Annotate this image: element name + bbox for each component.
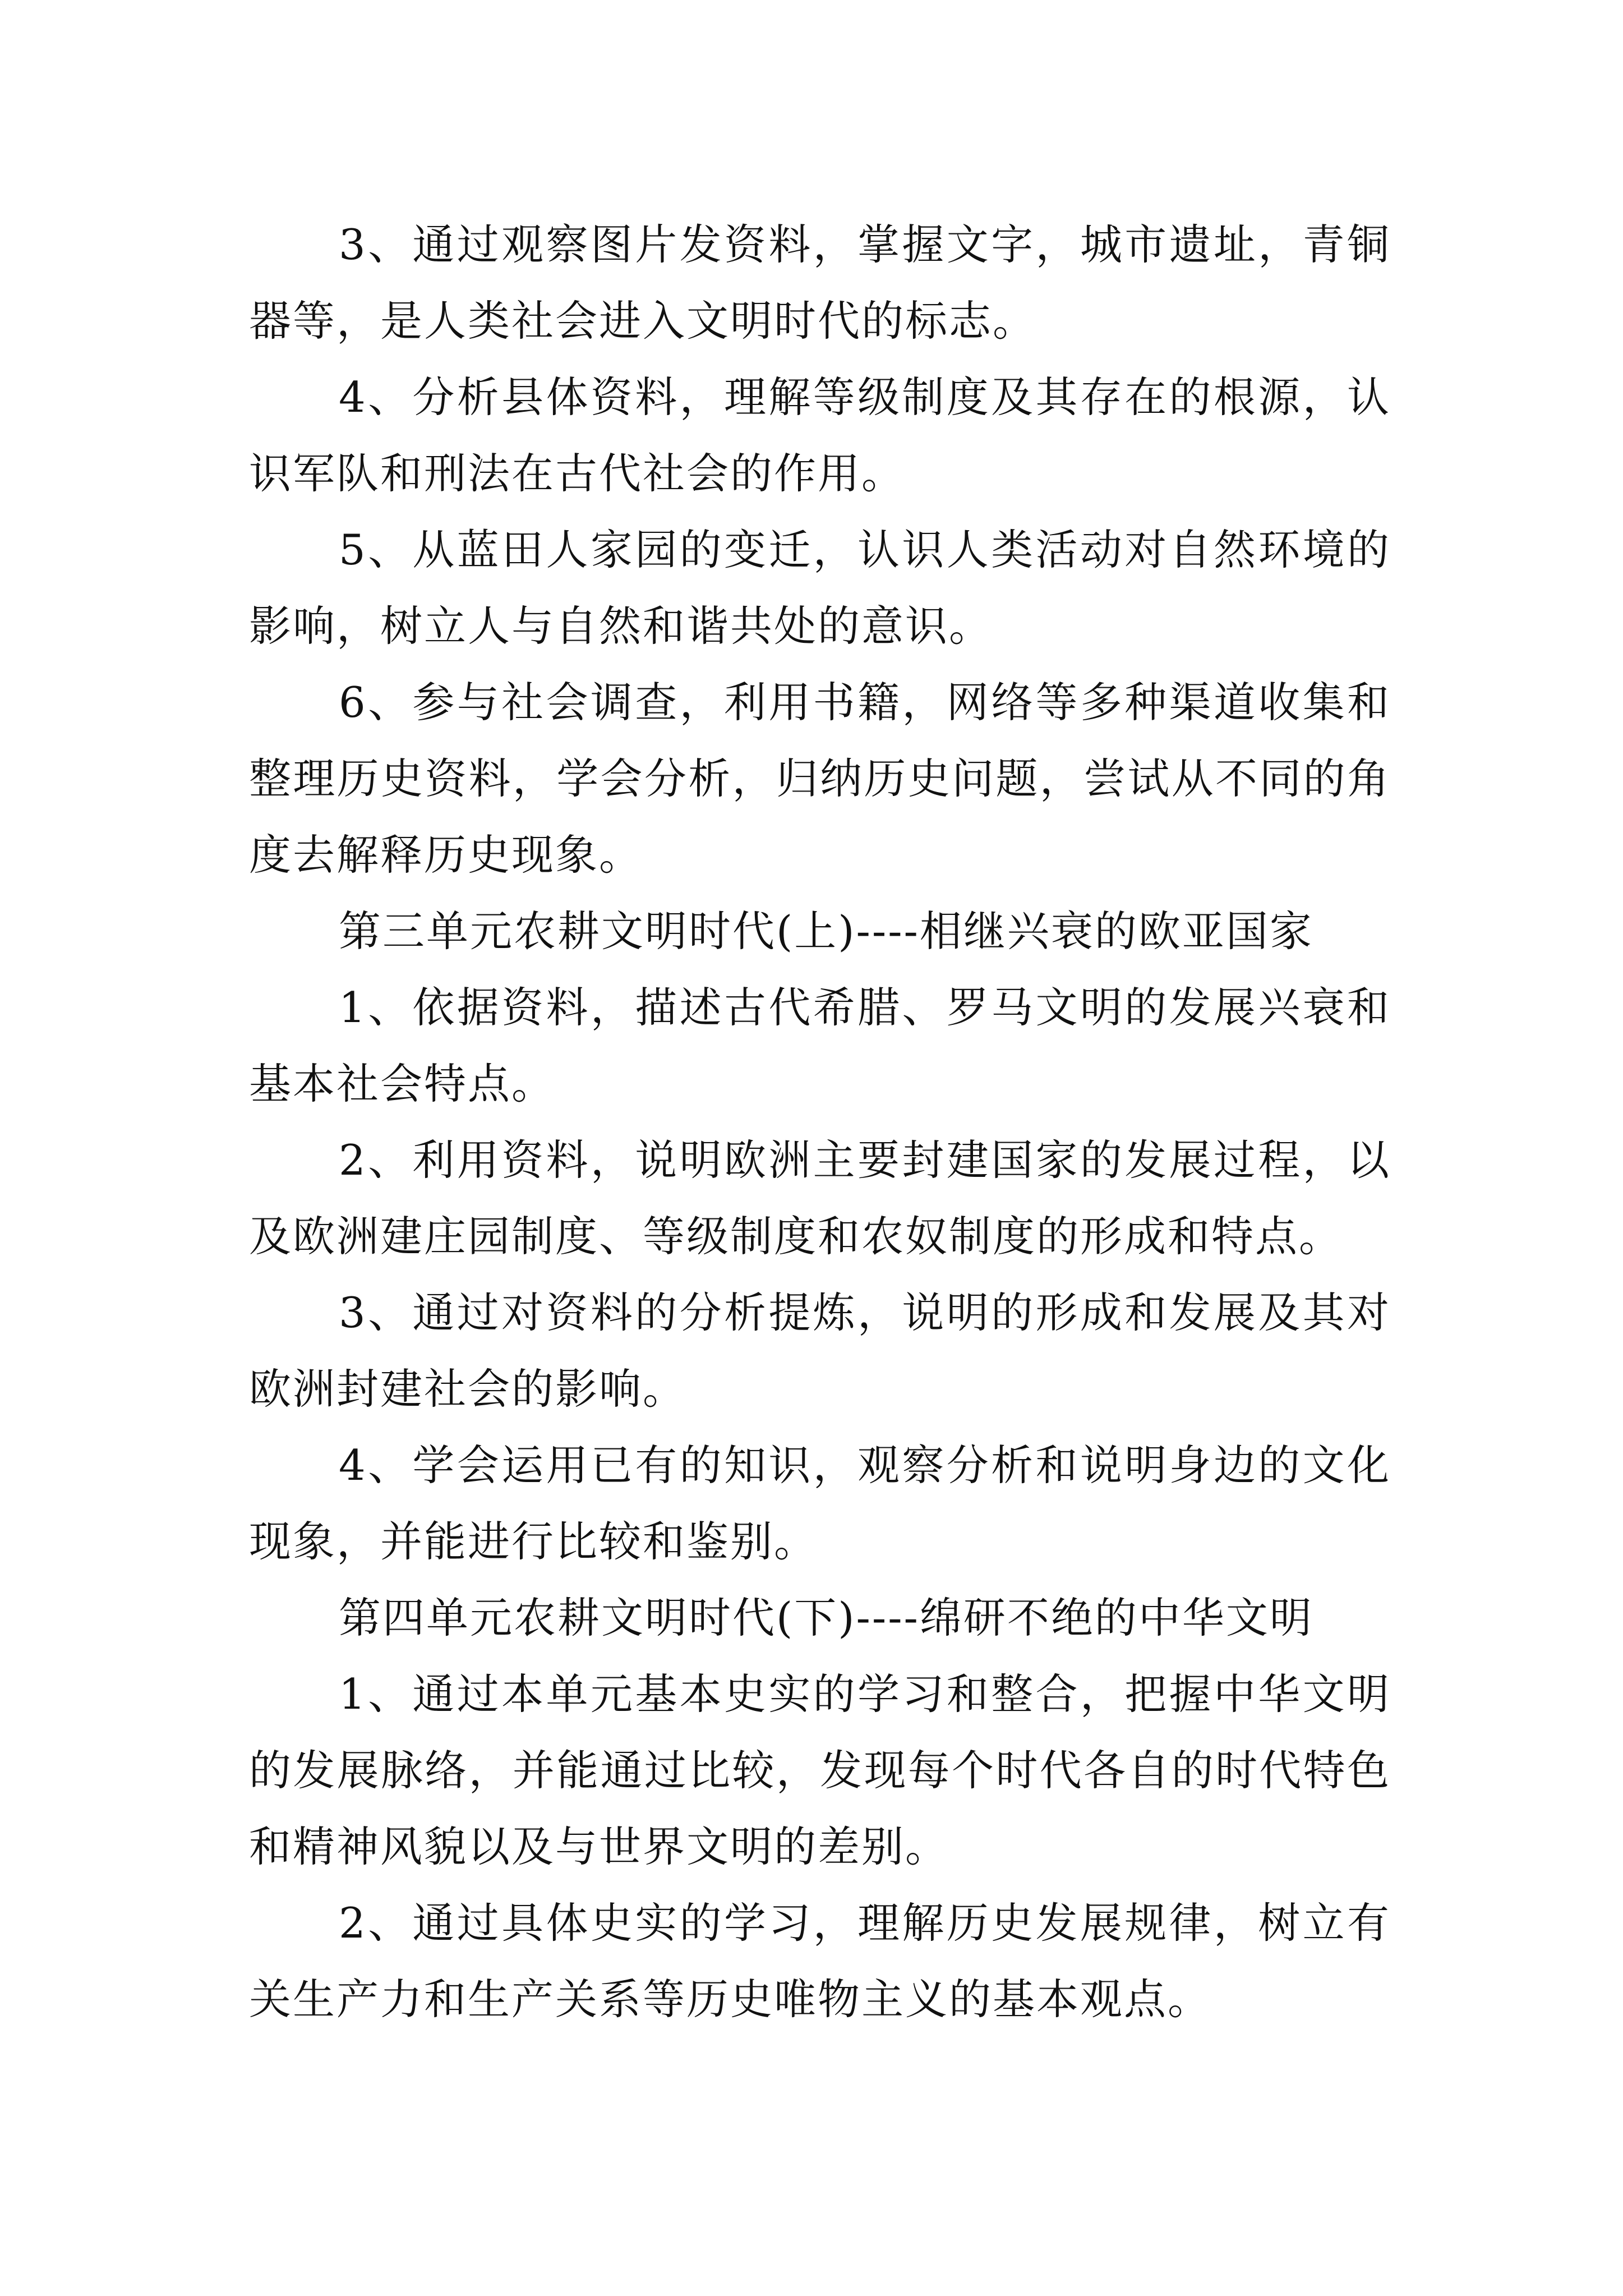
unit-four-heading: 第四单元农耕文明时代(下)----绵研不绝的中华文明 (339, 1593, 1313, 1642)
paragraph-item-6: 6、参与社会调查，利用书籍，网络等多种渠道收集和整理历史资料，学会分析，归纳历史问题，尝试从不同的角度去解释历史现象。 (249, 678, 1391, 880)
unit-four-item-1: 1、通过本单元基本史实的学习和整合，把握中华文明的发展脉络，并能通过比较，发现每个时代各自的时代特色和精神风貌以及与世界文明的差别。 (249, 1669, 1391, 1871)
unit-three-item-3: 3、通过对资料的分析提炼，说明的形成和发展及其对欧洲封建社会的影响。 (249, 1288, 1391, 1414)
unit-four-item-2: 2、通过具体史实的学习，理解历史发展规律，树立有关生产力和生产关系等历史唯物主义的基本观点。 (249, 1898, 1391, 2024)
unit-three-item-4: 4、学会运用已有的知识，观察分析和说明身边的文化现象，并能进行比较和鉴别。 (249, 1441, 1391, 1566)
unit-three-item-2: 2、利用资料，说明欧洲主要封建国家的发展过程，以及欧洲建庄园制度、等级制度和农奴制度的形成和特点。 (249, 1135, 1391, 1261)
paragraph-item-3: 3、通过观察图片发资料，掌握文字，城市遗址，青铜器等，是人类社会进入文明时代的标志。 (249, 220, 1391, 346)
paragraph-item-4: 4、分析县体资料，理解等级制度及其存在的根源，认识军队和刑法在古代社会的作用。 (249, 372, 1391, 498)
document-body (249, 206, 1391, 2037)
paragraph-item-5: 5、从蓝田人家园的变迁，认识人类活动对自然环境的影响，树立人与自然和谐共处的意识。 (249, 525, 1391, 651)
unit-three-heading: 第三单元农耕文明时代(上)----相继兴衰的欧亚国家 (339, 907, 1313, 956)
unit-three-item-1: 1、依据资料，描述古代希腊、罗马文明的发展兴衰和基本社会特点。 (249, 983, 1391, 1108)
